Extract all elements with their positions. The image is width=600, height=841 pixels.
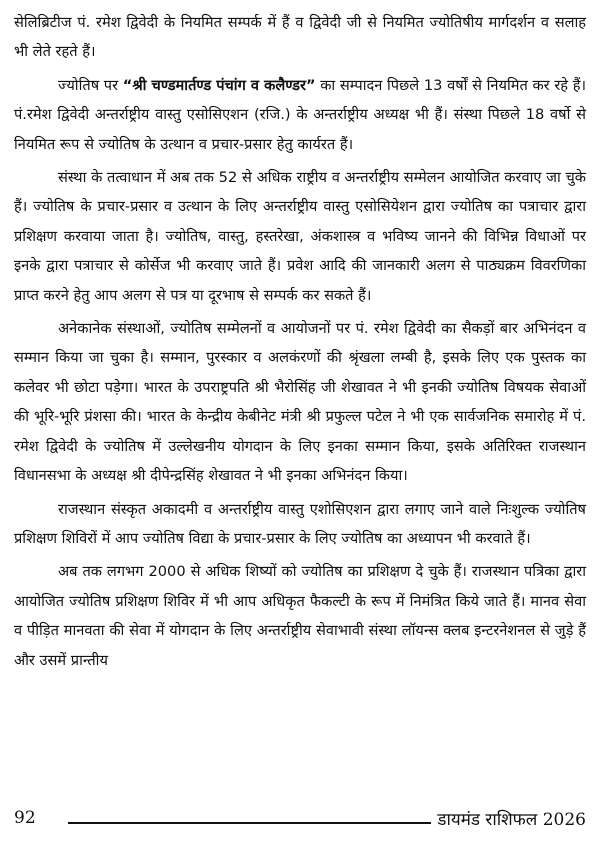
paragraph-4: अनेकानेक संस्थाओं, ज्योतिष सम्मेलनों व आयोजनों पर पं. रमेश द्विवेदी का सैकड़ों बार अभिनंदन व सम्मान किया जा चुका है। सम्मान, पुरस्कार व अलकंरणों की श्रृंखला लम्बी है, इसके लिए एक पुस्तक का कलेवर भी छोटा पड़ेगा। भारत के उपराष्ट्रपति श्री भैरोसिंह जी शेखावत ने भी इनकी ज्योतिष विषयक सेवाओं की भूरि-भूरि प्रंशसा की। भारत के केन्द्रीय केबीनेट मंत्री श्री प्रफुल्ल पटेल ने भी एक सार्वजनिक समारोह में पं. रमेश द्विवेदी के ज्योतिष में उल्लेखनीय योगदान के लिए इनका सम्मान किया, इसके अतिरिक्त राजस्थान विधानसभा के अध्यक्ष श्री दीपेन्द्रसिंह शेखावत ने भी इनका अभिनंदन किया। <box>14 320 586 485</box>
paragraph-2 <box>14 71 586 159</box>
paragraph-6: अब तक लगभग 2000 से अधिक शिष्यों को ज्योतिष का प्रशिक्षण दे चुके हैं। राजस्थान पत्रिका द्वारा आयोजित ज्योतिष प्रशिक्षण शिविर में भी आप अधिकृत फैकल्टी के रूप में निमंत्रित किये जाते हैं। मानव सेवा व पीड़ित मानवता की सेवा में योगदान के लिए अन्तर्राष्ट्रीय सेवाभावी संस्था लॉयन्स क्लब इन्टरनेशनल से जुड़े हैं और उसमें प्रान्तीय <box>14 563 586 669</box>
footer-title: डायमंड राशिफल 2026 <box>437 809 586 830</box>
paragraph-2-rest: का सम्पादन पिछले 13 वर्षों से नियमित कर रहे हैं। पं.रमेश द्विवेदी अन्तर्राष्ट्रीय वास्तु एसोसिएशन (रजि.) के अन्तर्राष्ट्रीय अध्यक्ष भी हैं। संस्था पिछले 18 वर्षो से नियमित रूप से ज्योतिष के उत्थान व प्रचार-प्रसार हेतु कार्यरत हैं। <box>14 76 586 153</box>
body-text <box>14 8 586 675</box>
paragraph-5: राजस्थान संस्कृत अकादमी व अन्तर्राष्ट्रीय वास्तु एशोसिएशन द्वारा लगाए जाने वाले निःशुल्क ज्योतिष प्रशिक्षण शिविरों में आप ज्योतिष विद्या के प्रचार-प्रसार के लिए ज्योतिष का अध्यापन भी करवाते हैं। <box>14 500 586 547</box>
page-footer <box>14 806 586 830</box>
paragraph-1: सेलिब्रिटीज पं. रमेश द्विवेदी के नियमित सम्पर्क में हैं व द्विवेदी जी से नियमित ज्योतिषीय मार्गदर्शन व सलाह भी लेते रहते हैं। <box>14 14 586 61</box>
paragraph-2-lead: ज्योतिष पर <box>58 76 123 94</box>
page-number: 92 <box>14 808 36 828</box>
footer-rule <box>68 822 431 824</box>
almanac-title: “श्री चण्डमार्तण्ड पंचांग व कलैण्डर” <box>122 76 316 94</box>
paragraph-3: संस्था के तत्वाधान में अब तक 52 से अधिक राष्ट्रीय व अन्तर्राष्ट्रीय सम्मेलन आयोजित करवाए जा चुके हैं। ज्योतिष के प्रचार-प्रसार व उत्थान के लिए अन्तर्राष्ट्रीय वास्तु एसोसियेशन द्वारा ज्योतिष का पत्राचार द्वारा प्रशिक्षण करवाया जाता है। ज्योतिष, वास्तु, हस्तरेखा, अंकशास्त्र व भविष्य जानने की विभिन्न विधाओं पर इनके द्वारा पत्राचार से कोर्सेज भी करवाए जाते हैं। प्रवेश आदि की जानकारी अलग से पाठ्यक्रम विवरणिका प्राप्त करने हेतु आप अलग से पत्र या दूरभाष से सम्पर्क कर सकते हैं। <box>14 169 586 304</box>
